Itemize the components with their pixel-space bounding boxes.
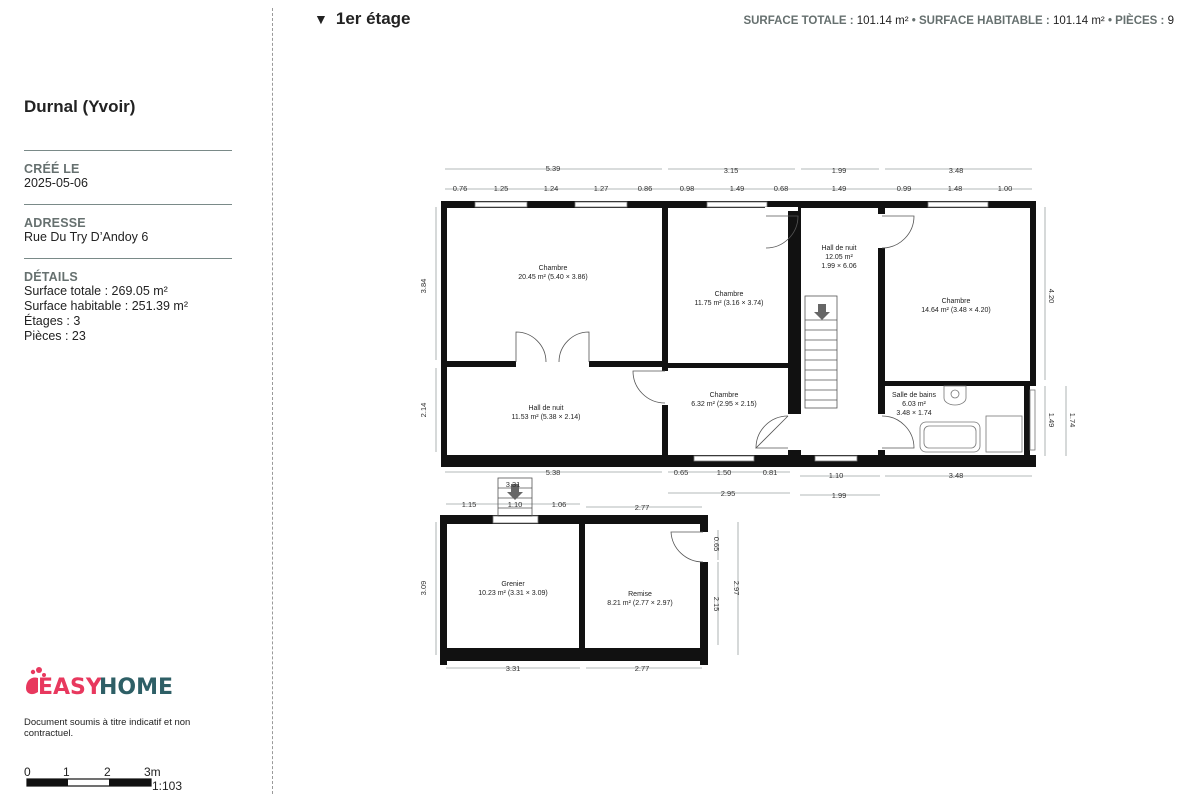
logo-text-easy: EASY <box>38 675 102 700</box>
logo-text-home: HOME <box>99 675 174 700</box>
pieces-label: PIÈCES : <box>1115 15 1165 27</box>
dim-label: 1.49 <box>831 184 847 193</box>
dim-label: 2.97 <box>732 580 741 596</box>
dim-label: 2.95 <box>720 489 736 498</box>
room-name-sdb: Salle de bains <box>892 392 936 399</box>
room-name-chambre-2: Chambre <box>714 291 744 298</box>
room-area-chambre-4: 6.32 m² (2.95 × 2.15) <box>691 401 757 408</box>
room-dims-hall-nuit-1: 1.99 × 6.06 <box>821 263 857 270</box>
scale-tick-1: 1 <box>63 765 70 779</box>
dim-label: 1.15 <box>461 500 477 509</box>
room-area-chambre-1: 20.45 m² (5.40 × 3.86) <box>518 274 588 281</box>
detail-pieces: Pièces : 23 <box>24 329 86 343</box>
room-area-chambre-3: 14.64 m² (3.48 × 4.20) <box>921 307 991 314</box>
scale-tick-2: 2 <box>104 765 111 779</box>
room-name-remise: Remise <box>628 591 652 598</box>
dim-label: 1.24 <box>543 184 559 193</box>
created-value: 2025-05-06 <box>24 176 88 190</box>
dim-label: 1.74 <box>1068 412 1077 428</box>
scale-tick-0: 0 <box>24 765 31 779</box>
surface-habitable-label: SURFACE HABITABLE : <box>918 15 1050 27</box>
dim-label: 3.15 <box>723 166 739 175</box>
address-label: ADRESSE <box>24 216 86 230</box>
dim-label: 3.31 <box>505 480 521 489</box>
room-name-hall-nuit-2: Hall de nuit <box>528 405 564 412</box>
disclaimer: Document soumis à titre indicatif et non contractuel. <box>24 717 191 739</box>
dim-label: 1.99 <box>831 166 847 175</box>
dim-label: 0.68 <box>773 184 789 193</box>
dim-label: 0.65 <box>712 536 721 552</box>
dim-label: 2.77 <box>634 503 650 512</box>
dim-label: 0.65 <box>673 468 689 477</box>
room-dims-sdb: 3.48 × 1.74 <box>896 410 932 417</box>
dim-label: 1.99 <box>831 491 847 500</box>
property-title: Durnal (Yvoir) <box>24 97 136 116</box>
room-name-chambre-1: Chambre <box>538 265 568 272</box>
detail-etages: Étages : 3 <box>24 314 81 328</box>
dim-label: 2.77 <box>634 664 650 673</box>
dim-label: 1.48 <box>947 184 963 193</box>
dim-label: 2.14 <box>419 402 428 418</box>
details-label: DÉTAILS <box>24 270 78 284</box>
room-area-chambre-2: 11.75 m² (3.16 × 3.74) <box>694 300 764 307</box>
stats-separator: • <box>911 15 916 27</box>
dim-label: 0.81 <box>762 468 778 477</box>
dim-label: 5.38 <box>545 468 561 477</box>
dim-label: 1.06 <box>551 500 567 509</box>
pieces-value: 9 <box>1167 15 1174 27</box>
dim-label: 1.27 <box>593 184 609 193</box>
room-name-grenier: Grenier <box>501 581 525 588</box>
room-name-chambre-4: Chambre <box>709 392 739 399</box>
room-area-grenier: 10.23 m² (3.31 × 3.09) <box>478 590 548 597</box>
room-area-sdb: 6.03 m² <box>902 401 926 408</box>
dim-label: 0.98 <box>679 184 695 193</box>
dim-label: 1.49 <box>729 184 745 193</box>
dim-label: 5.39 <box>545 164 561 173</box>
surface-totale-label: SURFACE TOTALE : <box>743 15 854 27</box>
dim-label: 3.09 <box>419 580 428 596</box>
dim-label: 3.48 <box>948 166 964 175</box>
room-area-hall-nuit-2: 11.53 m² (5.38 × 2.14) <box>511 414 581 421</box>
dim-label: 3.48 <box>948 471 964 480</box>
scale-ratio: 1:103 <box>152 779 183 793</box>
dim-label: 0.76 <box>452 184 468 193</box>
room-area-remise: 8.21 m² (2.77 × 2.97) <box>607 600 673 607</box>
detail-surface-totale: Surface totale : 269.05 m² <box>24 284 168 298</box>
dim-label: 0.86 <box>637 184 653 193</box>
dim-label: 1.10 <box>828 471 844 480</box>
scale-tick-3: 3m <box>144 765 161 779</box>
room-labels <box>478 245 990 607</box>
dim-label: 4.20 <box>1047 288 1056 304</box>
dim-label: 2.15 <box>712 596 721 612</box>
address-value: Rue Du Try D’Andoy 6 <box>24 230 149 244</box>
room-name-chambre-3: Chambre <box>941 298 971 305</box>
detail-surface-habitable: Surface habitable : 251.39 m² <box>24 299 188 313</box>
dim-label: 1.25 <box>493 184 509 193</box>
dim-label: 1.49 <box>1047 412 1056 428</box>
dim-label: 3.31 <box>505 664 521 673</box>
created-label: CRÉÉ LE <box>24 162 80 176</box>
dim-label: 0.99 <box>896 184 912 193</box>
stats-separator: • <box>1107 15 1112 27</box>
surface-habitable-value: 101.14 m² <box>1052 15 1105 27</box>
dim-label: 1.50 <box>716 468 732 477</box>
dim-label: 1.00 <box>997 184 1013 193</box>
dim-label: 3.84 <box>419 278 428 294</box>
surface-totale-value: 101.14 m² <box>856 15 909 27</box>
triangle-down-icon: ▼ <box>314 11 328 27</box>
room-name-hall-nuit-1: Hall de nuit <box>821 245 857 252</box>
room-area-hall-nuit-1: 12.05 m² <box>825 254 853 261</box>
dim-label: 1.10 <box>507 500 523 509</box>
floor-title: 1er étage <box>335 9 411 28</box>
